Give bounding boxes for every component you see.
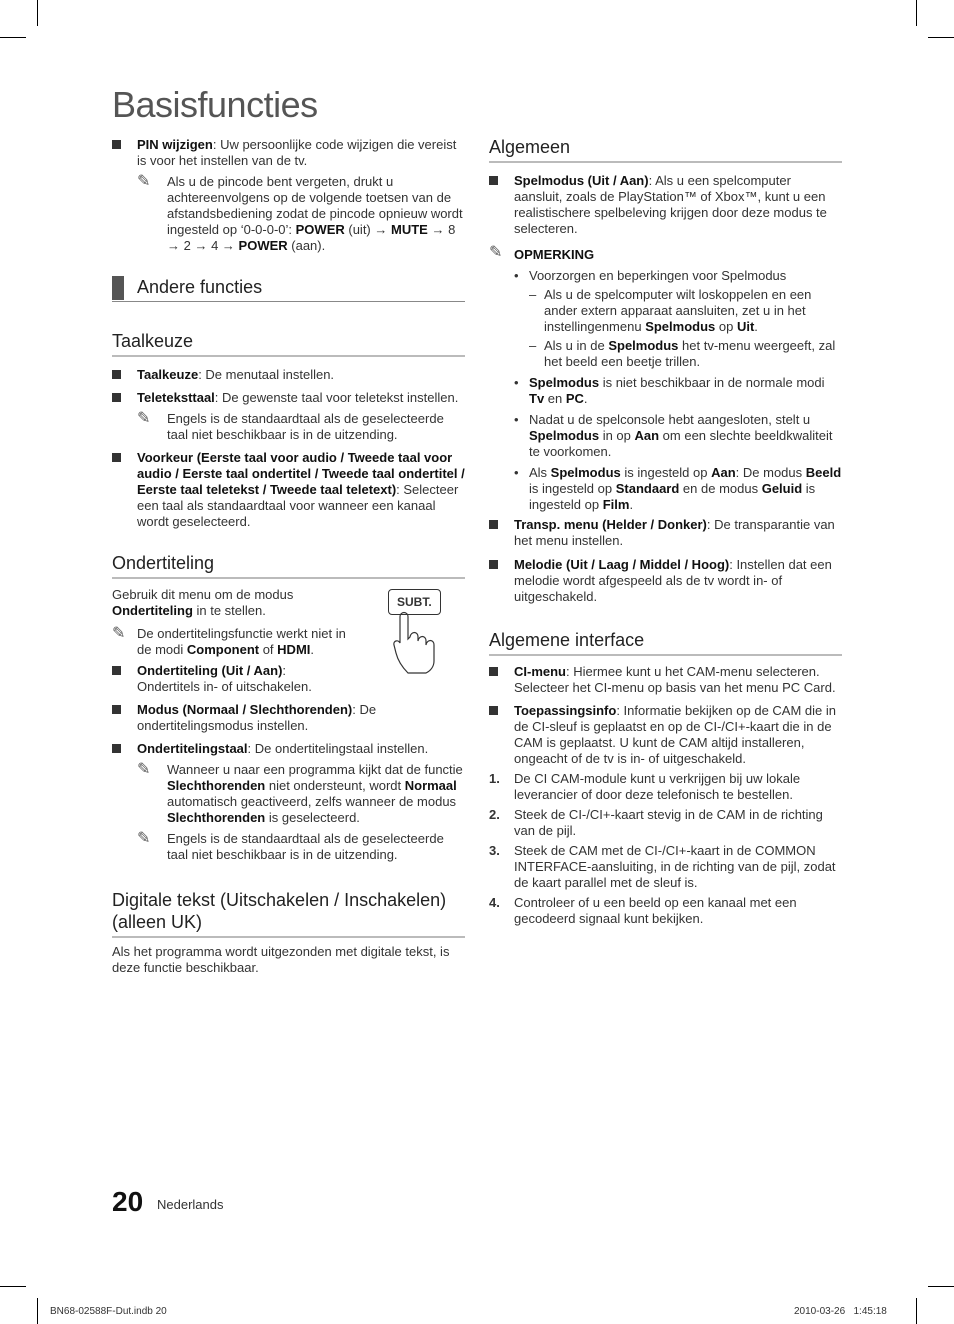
list-item [489, 173, 842, 237]
list-item [112, 663, 352, 695]
item-text: . [583, 391, 588, 406]
intro-text [112, 587, 362, 619]
bullet-dot-icon: • [514, 375, 519, 390]
numbered-step [489, 807, 842, 839]
section-bar-icon [112, 276, 124, 300]
numbered-step [489, 895, 842, 927]
hand-pointer-icon [386, 587, 456, 677]
step-text: Steek de CI-/CI+-kaart stevig in de CAM in de richting van de pijl. [514, 807, 823, 838]
opmerking-label: OPMERKING [514, 247, 595, 262]
heading-text: Andere functies [137, 277, 263, 297]
item-bold: Aan [711, 465, 736, 480]
section-heading-ondertiteling: Ondertiteling [112, 552, 465, 579]
item-bold: Tv [529, 391, 545, 406]
item-text: is ingesteld op [620, 465, 712, 480]
note [137, 174, 465, 254]
note-bold: Slechthorenden [167, 810, 266, 825]
pencil-note-icon: ✎ [489, 244, 503, 261]
pencil-note-icon: ✎ [137, 761, 151, 778]
bullet-square-icon [112, 744, 121, 753]
list-item [514, 268, 842, 370]
item-bold: Uit [736, 319, 755, 334]
item-text: op [715, 319, 737, 334]
item-text: is ingesteld op [529, 481, 616, 496]
sub-item [529, 287, 842, 335]
note-text: of [259, 642, 278, 657]
item-bold: Film [602, 497, 630, 512]
item-text: het tv-menu weergeeft, zal het beeld een beetje trillen. [544, 338, 836, 369]
crop-mark [928, 37, 954, 38]
item-label: Voorkeur (Eerste taal voor audio / Tweede taal voor audio / Eerste taal ondertitel / Tweede taal ondertitel / Eerste taal teletekst / Tweede taal teletext) [137, 450, 465, 497]
bullet-square-icon [112, 705, 121, 714]
power-label: POWER [238, 238, 288, 253]
pin-text: : Uw persoonlijke code wijzigen die vereist is voor het instellen van de tv. [137, 137, 457, 168]
opmerking-list [489, 268, 842, 513]
note [112, 626, 357, 658]
bullet-square-icon [112, 453, 121, 462]
dash-icon: – [529, 338, 537, 353]
list-item [112, 741, 465, 863]
section-heading-taalkeuze: Taalkeuze [112, 330, 465, 357]
note-text: Als u de pincode bent vergeten, drukt u achtereenvolgens op de volgende toetsen van de afstandsbediening zodat de pincode opnieuw wordt ingesteld op ‘0-0-0-0’: [167, 174, 463, 237]
item-text: : Informatie bekijken op de CAM die in de CI-sleuf is geplaatst en op de CI-/CI+-kaart die in de CAM is geplaatst. U kunt de CAM altijd installeren, ongeacht of de tv is in- of uitgeschakeld. [514, 703, 836, 766]
item-text: : Ondertitels in- of uitschakelen. [137, 663, 312, 694]
intro-part: in te stellen. [192, 603, 266, 618]
crop-mark [0, 1286, 26, 1287]
bullet-square-icon [489, 520, 498, 529]
crop-mark [37, 0, 38, 26]
right-column [489, 136, 842, 927]
list-item [514, 375, 842, 407]
item-label: CI-menu [514, 664, 566, 679]
crop-mark [916, 1298, 917, 1324]
step-text: De CI CAM-module kunt u verkrijgen bij uw lokale leverancier of door deze telefonisch te bestellen. [514, 771, 801, 802]
item-label: Teleteksttaal [137, 390, 215, 405]
subt-button: SUBT. [388, 589, 441, 615]
bullet-square-icon [489, 560, 498, 569]
list-item [489, 557, 842, 605]
crop-mark [916, 0, 917, 26]
list-item [112, 367, 465, 383]
language-label: Nederlands [157, 1197, 224, 1212]
item-bold: Spelmodus [645, 319, 716, 334]
numbered-step [489, 771, 842, 803]
item-label: Toepassingsinfo [514, 703, 617, 718]
item-label: Transp. menu (Helder / Donker) [514, 517, 707, 532]
item-text: om een slechte beeldkwaliteit te voorkomen. [529, 428, 833, 459]
item-text: : De menutaal instellen. [198, 367, 335, 382]
item-text: en [544, 391, 566, 406]
item-label: Modus (Normaal / Slechthorenden) [137, 702, 353, 717]
list-item [112, 450, 465, 530]
dash-icon: – [529, 287, 537, 302]
digitale-text: Als het programma wordt uitgezonden met digitale tekst, is deze functie beschikbaar. [112, 944, 450, 975]
step-text: Steek de CAM met de CI-/CI+-kaart in de COMMON INTERFACE-aansluiting, in de richting van de pijl, zodat de kaart parallel met de sleuf is. [514, 843, 836, 890]
item-text: Als u in de [544, 338, 609, 353]
item-label: Melodie (Uit / Laag / Middel / Hoog) [514, 557, 730, 572]
note-bold: Component [186, 642, 260, 657]
note-text: De ondertitelingsfunctie werkt niet in de modi [137, 626, 346, 657]
item-label: Ondertitelingstaal [137, 741, 248, 756]
item-text: : De ondertitelingstaal instellen. [247, 741, 429, 756]
item-text: : Als u een spelcomputer aansluit, zoals de PlayStation™ of Xbox™, kunt u een realistischere spelbeleving krijgen door deze modus te selecteren. [514, 173, 827, 236]
intro-bold: Ondertiteling [112, 603, 193, 618]
note-text: is geselecteerd. [265, 810, 360, 825]
list-item [514, 465, 842, 513]
step-number: 2. [489, 807, 500, 822]
item-text: : Selecteer een taal als standaardtaal voor wanneer een kanaal wordt geselecteerd. [137, 482, 459, 529]
item-text: : Hiermee kunt u het CAM-menu selecteren. Selecteer het CI-menu op basis van het menu PC Card. [514, 664, 836, 695]
item-text: : De gewenste taal voor teletekst instellen. [214, 390, 459, 405]
intro-part: Gebruik dit menu om de modus [112, 587, 294, 602]
note-bold: Slechthorenden [167, 778, 266, 793]
power-label: POWER [295, 222, 345, 237]
item-bold: Spelmodus [550, 465, 621, 480]
bullet-square-icon [489, 667, 498, 676]
item-text: is ingesteld op [529, 481, 816, 512]
section-heading-algemeen: Algemeen [489, 136, 842, 163]
section-heading-algemene-interface: Algemene interface [489, 629, 842, 656]
item-text: Als [529, 465, 551, 480]
note [137, 762, 465, 826]
note-bold: Normaal [404, 778, 457, 793]
item-label: Taalkeuze [137, 367, 199, 382]
note-text: niet ondersteunt, wordt [265, 778, 405, 793]
pin-note [112, 174, 465, 254]
date-info: 2010-03-26 1:45:18 [794, 1306, 887, 1317]
bullet-square-icon [489, 176, 498, 185]
note [137, 831, 465, 863]
crop-mark [0, 37, 26, 38]
remote-subt-illustration [386, 587, 456, 677]
item-text: : De modus [735, 465, 806, 480]
bullet-dot-icon: • [514, 412, 519, 427]
list-item [489, 517, 842, 549]
note-text: Engels is de standaardtaal als de geselecteerde taal niet beschikbaar is in de uitzending. [167, 411, 444, 442]
note-text: . [310, 642, 315, 657]
item-text: Voorzorgen en beperkingen voor Spelmodus [529, 268, 787, 283]
ondertiteling-block [112, 587, 465, 695]
note-text: Wanneer u naar een programma kijkt dat de functie [167, 762, 463, 777]
item-bold: PC [565, 391, 584, 406]
bullet-square-icon [112, 666, 121, 675]
item-text: is niet beschikbaar in de normale modi [599, 375, 825, 390]
item-label: Ondertiteling (Uit / Aan) [137, 663, 283, 678]
bullet-dot-icon: • [514, 268, 519, 283]
item-text: in op [599, 428, 635, 443]
step-number: 1. [489, 771, 500, 786]
note-text: Engels is de standaardtaal als de geselecteerde taal niet beschikbaar is in de uitzending. [167, 831, 444, 862]
opmerking [489, 244, 842, 263]
note [137, 411, 465, 443]
note-text: automatisch geactiveerd, zelfs wanneer de modus [167, 794, 457, 809]
pin-label: PIN wijzigen [137, 137, 213, 152]
pencil-note-icon: ✎ [112, 625, 126, 642]
item-text: en de modus [679, 481, 762, 496]
item-bold: Beeld [805, 465, 842, 480]
item-text: . [754, 319, 758, 334]
section-heading-digitale-tekst: Digitale tekst (Uitschakelen / Inschakelen) (alleen UK) [112, 889, 465, 938]
item-text: : Instellen dat een melodie wordt afgespeeld als de tv wordt in- of uitgeschakeld. [514, 557, 832, 604]
bullet-square-icon [112, 370, 121, 379]
item-text: . [629, 497, 634, 512]
page-title: Basisfuncties [112, 84, 318, 125]
section-heading-andere-functies [112, 276, 465, 302]
pencil-note-icon: ✎ [137, 173, 151, 190]
page-number: 20 [112, 1186, 144, 1217]
list-item [514, 412, 842, 460]
item-text: : De ondertitelingsmodus instellen. [137, 702, 377, 733]
left-column [112, 137, 465, 976]
sub-item [529, 338, 842, 370]
list-item [489, 703, 842, 767]
note-text: (uit) → [344, 222, 391, 237]
list-item [112, 702, 465, 734]
item-bold: Spelmodus [529, 428, 600, 443]
bullet-square-icon [489, 706, 498, 715]
note-text: (aan). [287, 238, 326, 253]
step-number: 3. [489, 843, 500, 858]
step-number: 4. [489, 895, 500, 910]
step-text: Controleer of u een beeld op een kanaal met een gecodeerd signaal kunt bekijken. [514, 895, 797, 926]
item-bold: Geluid [761, 481, 803, 496]
item-bold: Spelmodus [529, 375, 600, 390]
crop-mark [928, 1286, 954, 1287]
item-bold: Standaard [615, 481, 680, 496]
item-text: : De transparantie van het menu instellen. [514, 517, 835, 548]
note-text: → 8 → 2 → 4 → [167, 222, 456, 253]
pencil-note-icon: ✎ [137, 410, 151, 427]
crop-mark [37, 1298, 38, 1324]
item-bold: Spelmodus [608, 338, 679, 353]
list-item [489, 664, 842, 696]
file-info: BN68-02588F-Dut.indb 20 [50, 1306, 167, 1317]
numbered-step [489, 843, 842, 891]
item-label: Spelmodus (Uit / Aan) [514, 173, 649, 188]
item-text: Nadat u de spelconsole hebt aangesloten, stelt u [529, 412, 811, 427]
pencil-note-icon: ✎ [137, 830, 151, 847]
bullet-square-icon [112, 393, 121, 402]
pin-item [112, 137, 465, 169]
note-bold: HDMI [277, 642, 311, 657]
bullet-dot-icon: • [514, 465, 519, 480]
item-bold: Aan [634, 428, 660, 443]
mute-label: MUTE [391, 222, 428, 237]
item-text: Als u de spelcomputer wilt loskoppelen en een ander extern apparaat aansluiten, zet u in het instellingenmenu [544, 287, 812, 334]
list-item [112, 390, 465, 443]
bullet-square-icon [112, 140, 121, 149]
